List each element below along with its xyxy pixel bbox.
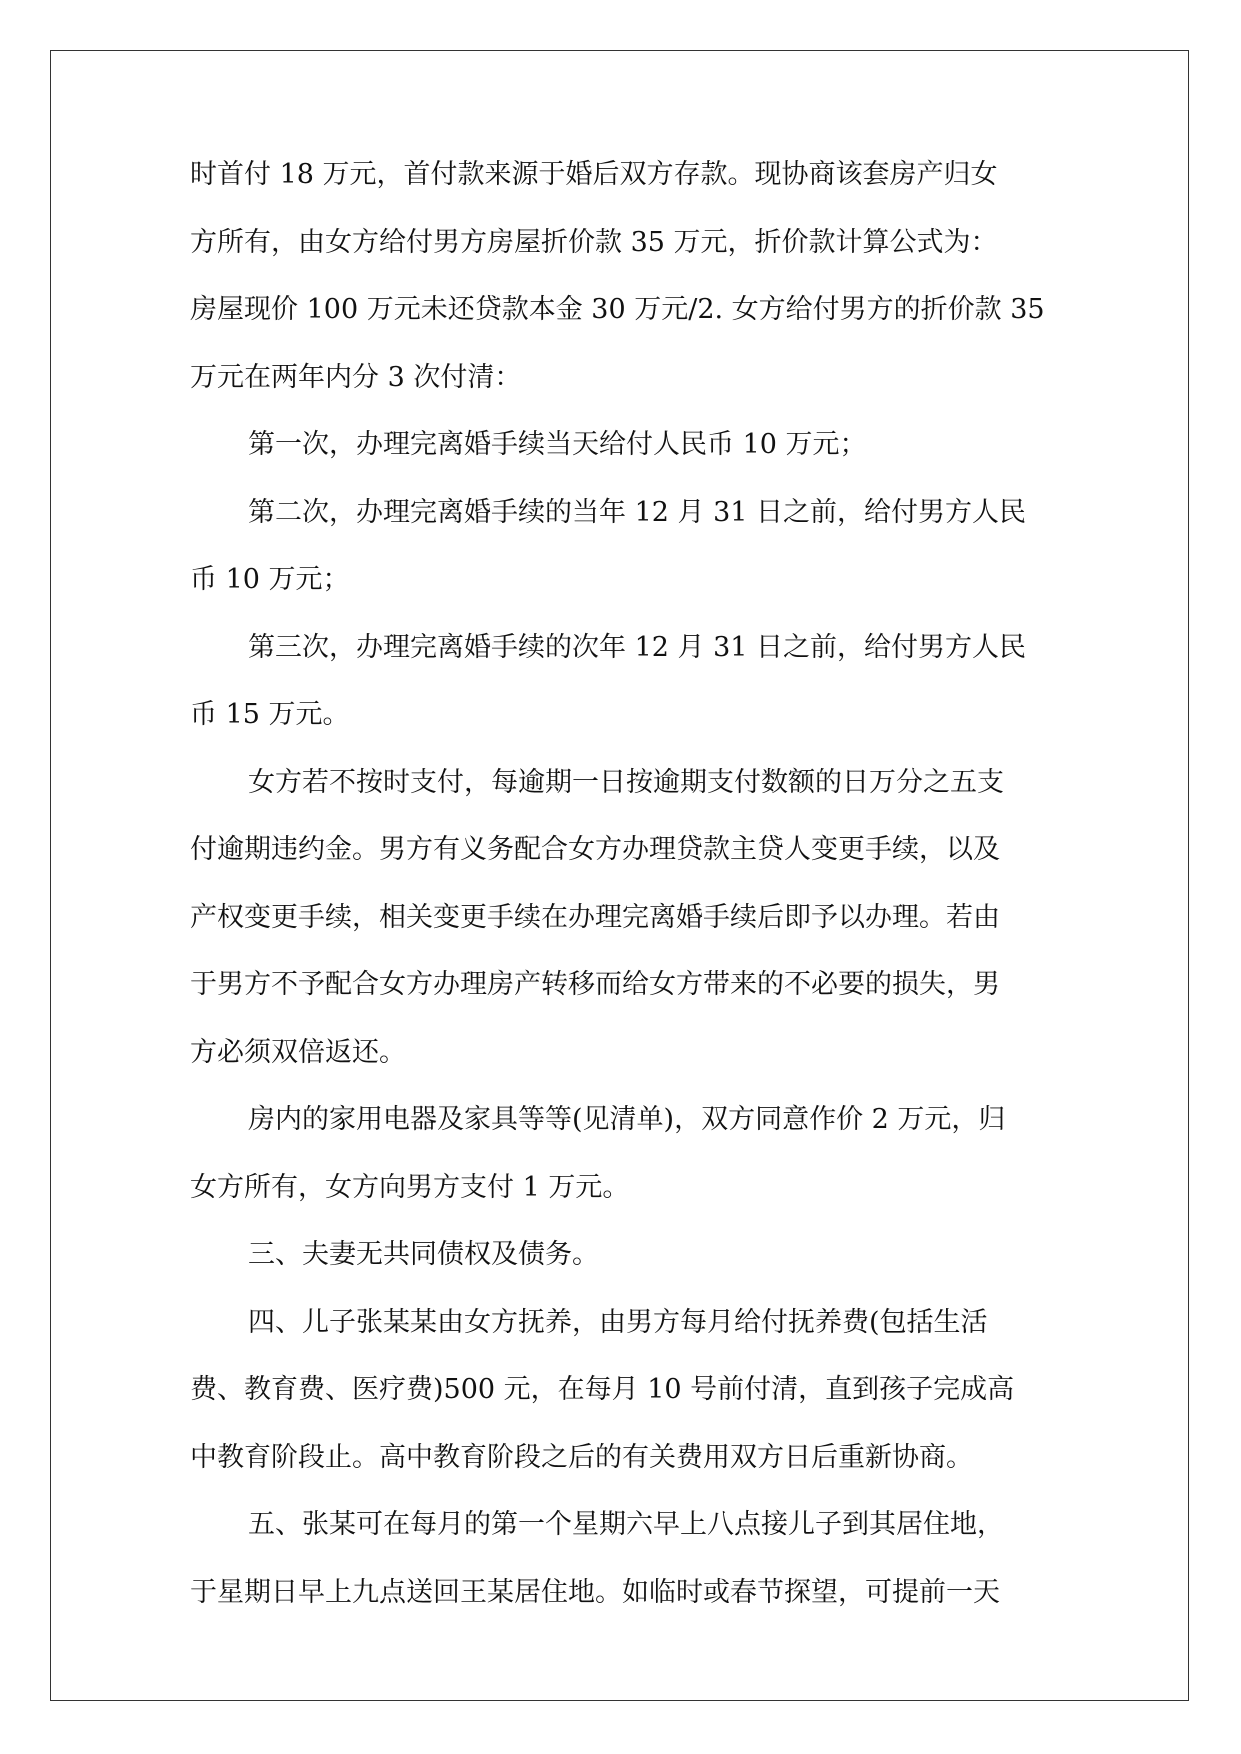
text-line: 时首付 18 万元，首付款来源于婚后双方存款。现协商该套房产归女 xyxy=(190,159,998,190)
text-line: 万元在两年内分 3 次付清： xyxy=(190,361,522,393)
text-line: 三、夫妻无共同债权及债务。 xyxy=(248,1239,599,1270)
text-line: 付逾期违约金。男方有义务配合女方办理贷款主贷人变更手续，以及 xyxy=(190,834,1000,865)
text-line: 四、儿子张某某由女方抚养，由男方每月给付抚养费(包括生活 xyxy=(248,1306,988,1338)
text-line: 方所有，由女方给付男方房屋折价款 35 万元，折价款计算公式为： xyxy=(190,226,998,258)
text-line: 产权变更手续，相关变更手续在办理完离婚手续后即予以办理。若由 xyxy=(190,901,1000,933)
text-line: 第一次，办理完离婚手续当天给付人民币 10 万元； xyxy=(248,429,867,460)
text-line: 房内的家用电器及家具等等(见清单)，双方同意作价 2 万元，归 xyxy=(248,1104,1006,1135)
text-line: 于男方不予配合女方办理房产转移而给女方带来的不必要的损失，男 xyxy=(190,969,1000,1000)
text-line: 费、教育费、医疗费)500 元，在每月 10 号前付清，直到孩子完成高 xyxy=(190,1374,1015,1405)
text-line: 第三次，办理完离婚手续的次年 12 月 31 日之前，给付男方人民 xyxy=(248,631,1027,663)
text-line: 于星期日早上九点送回王某居住地。如临时或春节探望，可提前一天 xyxy=(190,1576,1000,1608)
text-line: 中教育阶段止。高中教育阶段之后的有关费用双方日后重新协商。 xyxy=(190,1441,973,1473)
text-line: 房屋现价 100 万元未还贷款本金 30 万元/2. 女方给付男方的折价款 35 xyxy=(190,294,1045,325)
text-line: 币 15 万元。 xyxy=(190,699,350,730)
text-line: 第二次，办理完离婚手续的当年 12 月 31 日之前，给付男方人民 xyxy=(248,496,1027,528)
text-line: 五、张某可在每月的第一个星期六早上八点接儿子到其居住地， xyxy=(248,1509,1004,1540)
text-line: 女方若不按时支付，每逾期一日按逾期支付数额的日万分之五支 xyxy=(248,766,1004,798)
text-line: 币 10 万元； xyxy=(190,564,350,595)
text-line: 方必须双倍返还。 xyxy=(190,1036,406,1068)
text-line: 女方所有，女方向男方支付 1 万元。 xyxy=(190,1171,630,1203)
document-body xyxy=(190,155,1060,1640)
